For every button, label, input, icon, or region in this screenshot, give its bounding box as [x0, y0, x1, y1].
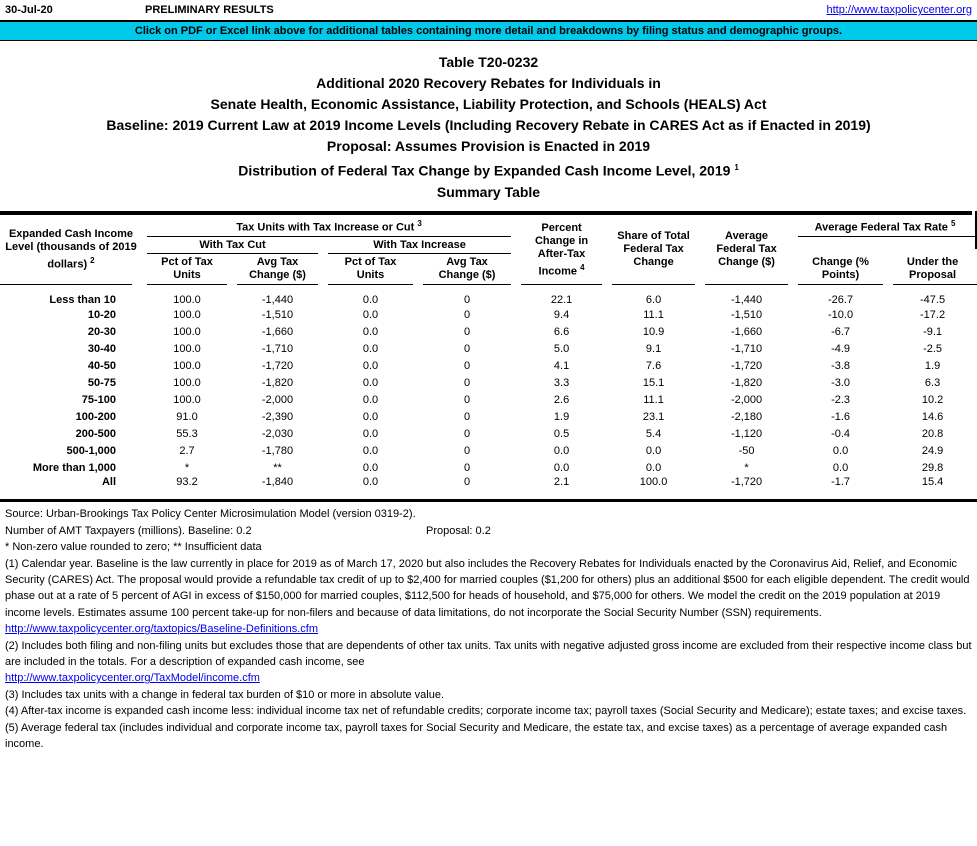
table-row [0, 459, 977, 476]
report-date: 30-Jul-20 [5, 4, 53, 16]
table-row [0, 323, 977, 340]
table-cell: 55.3 [176, 427, 198, 440]
table-cell: 2.6 [553, 393, 570, 406]
info-banner-text: Click on PDF or Excel link above for additional tables containing more detail and breakdowns by filing status and demographic groups. [134, 25, 843, 37]
table-cell: -6.7 [831, 325, 851, 338]
income-level-label: 100-200 [75, 410, 116, 423]
table-cell: 100.0 [639, 476, 668, 489]
table-cell: 0.0 [362, 359, 379, 372]
table-row [0, 425, 977, 442]
table-cell: 2.1 [553, 476, 570, 489]
col-header-pct-change-after-tax-income: Percent Change in After-Tax Income $^4$ [516, 215, 607, 286]
col-header-increase-avg-tax-change: Avg Tax Change ($) [418, 254, 516, 285]
table-row [0, 340, 977, 357]
table-row [0, 306, 977, 323]
table-cell: 0.0 [362, 393, 379, 406]
footnote-ref-2: 2 [90, 256, 95, 266]
table-cell: 7.6 [645, 359, 662, 372]
group-header-with-tax-increase: With Tax Increase [323, 237, 516, 254]
table-cell: 6.6 [553, 325, 570, 338]
table-cell: 1.9 [924, 359, 941, 372]
table-cell: 100.0 [173, 359, 201, 372]
group-header-tax-units: Tax Units with Tax Increase or Cut $^3$ [142, 215, 516, 238]
table-cell: -1,840 [261, 476, 294, 489]
proposal-line: Proposal: Assumes Provision is Enacted in 2019 [326, 138, 651, 154]
table-cell: 22.1 [550, 294, 573, 307]
table-cell: -1,710 [261, 342, 294, 355]
table-cell: -1,440 [730, 294, 763, 307]
table-body [0, 285, 977, 499]
table-cell: -1,780 [261, 444, 294, 457]
table-cell: 11.1 [643, 393, 664, 406]
amt-taxpayers-note [5, 523, 973, 539]
table-cell: 100.0 [173, 325, 201, 338]
table-cell: 0 [463, 376, 471, 389]
income-level-label: More than 1,000 [32, 461, 116, 474]
table-cell: -1,120 [730, 427, 763, 440]
table-cell: 0.0 [553, 444, 570, 457]
table-cell: 0.5 [553, 427, 570, 440]
info-banner [0, 20, 977, 41]
col-header-income-level: Expanded Cash Income Level (thousands of 2019 dollars) $^2$ [0, 215, 142, 286]
col-header-share-of-total: Share of Total Federal Tax Change [607, 215, 700, 286]
table-cell: * [744, 461, 749, 474]
table-cell: 0 [463, 461, 471, 474]
income-level-label: 500-1,000 [66, 444, 116, 457]
table-row [0, 285, 977, 306]
income-definition-link[interactable]: http://www.taxpolicycenter.org/TaxModel/income.cfm [5, 672, 260, 685]
table-cell: 0.0 [362, 444, 379, 457]
table-cell: 20.8 [921, 427, 944, 440]
top-bar [0, 0, 977, 20]
table-cell: -1,720 [730, 359, 763, 372]
footnote-ref-3: 3 [417, 218, 422, 228]
income-level-label: 40-50 [87, 359, 116, 372]
footnote-3: (3) Includes tax units with a change in federal tax burden of $10 or more in absolute value. [5, 688, 445, 701]
footnotes [0, 506, 977, 752]
table-cell: 15.4 [921, 476, 944, 489]
summary-table-label: Summary Table [436, 183, 541, 200]
table-cell: ** [273, 461, 282, 474]
footnote-2: (2) Includes both filing and non-filing units but excludes those that are dependents of other tax units. Tax units with negative adjusted gross income are excluded from their respective income class but are included in the totals. For a description of expanded cash income, see [5, 639, 972, 668]
income-level-label: 50-75 [87, 376, 116, 389]
table-cell: 0.0 [362, 294, 379, 307]
summary-table [0, 211, 977, 503]
footnote-1: (1) Calendar year. Baseline is the law currently in place for 2019 as of March 17, 2020 but also includes the Recovery Rebates for Individuals enacted by the Coronavirus Aid, Relief, and Economic Security (CARES) Act. The proposal would provide a refundable tax credit of up to $2,400 for married couples ($1,200 for others) plus an additional $500 for each eligible dependent. The credit would phase out at a rate of 5 percent of AGI in excess of $150,000 for married couples, $112,500 for heads of household, and $75,000 for others. We model the credit on the 2019 population at 2019 income levels. Estimates assume 100 percent take-up for non-filers and because of data limitations, do not incorporate the Social Security Number (SSN) requirements. [5, 557, 970, 619]
table-cell: 0 [463, 393, 471, 406]
table-cell: 0 [463, 427, 471, 440]
table-cell: * [184, 461, 190, 474]
table-cell: -4.9 [831, 342, 851, 355]
group-header-with-tax-cut: With Tax Cut [142, 237, 323, 254]
title-block [0, 52, 977, 203]
table-row [0, 357, 977, 374]
col-header-increase-pct-of-tax-units: Pct of Tax Units [323, 254, 418, 285]
source-note: Source: Urban-Brookings Tax Policy Center Microsimulation Model (version 0319-2). [5, 508, 416, 521]
table-cell: -1,510 [730, 308, 763, 321]
table-cell: 10.9 [642, 325, 665, 338]
income-level-label: Less than 10 [49, 294, 116, 307]
table-cell: -2.3 [831, 393, 851, 406]
table-cell: -1,720 [730, 476, 763, 489]
table-cell: 14.6 [921, 410, 944, 423]
table-cell: -17.2 [920, 308, 946, 321]
table-cell: 0.0 [362, 308, 379, 321]
col-header-under-the-proposal: Under the Proposal [888, 237, 977, 285]
income-level-label: All [101, 476, 116, 489]
col-header-change-pct-points: Change (% Points) [793, 237, 888, 285]
table-cell: 0.0 [553, 461, 570, 474]
table-header [0, 215, 977, 286]
table-cell: 23.1 [642, 410, 665, 423]
table-cell: -26.7 [828, 294, 854, 307]
table-cell: -1,710 [730, 342, 763, 355]
table-cell: 93.2 [176, 476, 198, 489]
table-cell: -2,390 [261, 410, 294, 423]
col-header-avg-federal-tax-change: Average Federal Tax Change ($) [700, 215, 793, 286]
table-bottom-rule [0, 499, 977, 502]
income-definition-link-wrap [5, 670, 973, 686]
table-cell: 9.1 [645, 342, 662, 355]
table-cell: 0.0 [832, 444, 849, 457]
table-row [0, 442, 977, 459]
baseline-line: Baseline: 2019 Current Law at 2019 Income Levels (Including Recovery Rebate in CARES Act as if Enacted in 2019) [106, 117, 871, 133]
table-cell: 0 [463, 294, 471, 307]
table-cell: 0 [463, 444, 471, 457]
table-cell: 5.0 [553, 342, 570, 355]
table-cell: 1.9 [553, 410, 570, 423]
table-row [0, 374, 977, 391]
baseline-definitions-link[interactable]: http://www.taxpolicycenter.org/taxtopics/Baseline-Definitions.cfm [5, 623, 319, 636]
table-cell: 11.1 [643, 308, 664, 321]
amt-proposal-value: Proposal: 0.2 [426, 524, 491, 537]
table-cell: -2,180 [730, 410, 763, 423]
table-cell: 91.0 [176, 410, 198, 423]
amt-baseline-value: Number of AMT Taxpayers (millions). Baseline: 0.2 [5, 524, 252, 537]
site-url-link[interactable]: http://www.taxpolicycenter.org [826, 4, 972, 16]
table-cell: -50 [738, 444, 755, 457]
table-cell: 0.0 [362, 427, 379, 440]
table-cell: 15.1 [642, 376, 665, 389]
table-cell: 0.0 [362, 476, 379, 489]
table-cell: 0.0 [362, 376, 379, 389]
table-cell: -3.8 [831, 359, 851, 372]
table-cell: 2.7 [179, 444, 195, 457]
title-line-2: Additional 2020 Recovery Rebates for Individuals in [316, 75, 661, 91]
income-level-label: 20-30 [87, 325, 116, 338]
preliminary-results-label: PRELIMINARY RESULTS [145, 4, 274, 16]
col-header-cut-avg-tax-change: Avg Tax Change ($) [232, 254, 323, 285]
table-cell: -0.4 [831, 427, 851, 440]
table-cell: 29.8 [921, 461, 944, 474]
table-row [0, 476, 977, 499]
title-line-3: Senate Health, Economic Assistance, Liability Protection, and Schools (HEALS) Act [210, 96, 767, 112]
table-cell: 100.0 [173, 393, 201, 406]
table-cell: -1,820 [730, 376, 763, 389]
table-cell: -2,000 [730, 393, 763, 406]
footnote-5: (5) Average federal tax (includes individual and corporate income tax, payroll taxes for Social Security and Medicare, the estate tax, and excise taxes) as a percentage of average expanded cash income. [5, 721, 948, 750]
table-cell: -1,440 [261, 294, 294, 307]
table-cell: 100.0 [173, 294, 201, 307]
table-cell: -1,820 [261, 376, 294, 389]
table-cell: 0 [463, 359, 471, 372]
table-cell: 24.9 [921, 444, 944, 457]
distribution-table [0, 215, 977, 500]
footnote-4: (4) After-tax income is expanded cash income less: individual income tax net of refundable credits; corporate income tax; payroll taxes (Social Security and Medicare); estate taxes; and excise taxes. [5, 705, 967, 718]
distribution-line: Distribution of Federal Tax Change by Expanded Cash Income Level, 2019 $^1$ [238, 162, 739, 179]
table-cell: 0.0 [362, 325, 379, 338]
table-cell: -1,510 [261, 308, 294, 321]
group-header-avg-federal-tax-rate: Average Federal Tax Rate $^5$ [793, 215, 977, 238]
table-cell: 6.0 [645, 294, 662, 307]
table-cell: 0 [463, 325, 471, 338]
table-cell: 0 [463, 410, 471, 423]
footnote-ref-5: 5 [951, 218, 956, 228]
table-cell: -10.0 [828, 308, 854, 321]
table-row [0, 391, 977, 408]
income-level-label: 10-20 [87, 308, 116, 321]
table-cell: 100.0 [173, 308, 201, 321]
table-number: Table T20-0232 [438, 54, 539, 70]
table-cell: 10.2 [921, 393, 944, 406]
table-cell: 9.4 [553, 308, 570, 321]
table-cell: -2,000 [261, 393, 294, 406]
table-cell: 0.0 [645, 444, 662, 457]
income-level-label: 75-100 [81, 393, 116, 406]
table-cell: -1,660 [261, 325, 294, 338]
table-cell: 0.0 [832, 461, 849, 474]
income-level-label: 200-500 [75, 427, 116, 440]
table-cell: 0 [463, 476, 471, 489]
table-cell: 100.0 [173, 376, 201, 389]
asterisk-note: * Non-zero value rounded to zero; ** Insufficient data [5, 541, 262, 554]
col-header-cut-pct-of-tax-units: Pct of Tax Units [142, 254, 232, 285]
table-cell: 0 [463, 308, 471, 321]
table-cell: -2,030 [261, 427, 294, 440]
table-cell: 100.0 [173, 342, 201, 355]
footnote-ref-4: 4 [580, 262, 585, 272]
table-cell: 0.0 [362, 342, 379, 355]
table-cell: 0.0 [362, 461, 379, 474]
table-row [0, 408, 977, 425]
table-cell: -3.0 [831, 376, 851, 389]
table-cell: 0 [463, 342, 471, 355]
baseline-definitions-link-wrap [5, 621, 973, 637]
table-cell: 6.3 [924, 376, 941, 389]
table-cell: -1,720 [261, 359, 294, 372]
table-cell: 4.1 [553, 359, 570, 372]
table-cell: -1,660 [730, 325, 763, 338]
table-cell: -47.5 [920, 294, 946, 307]
site-url-link-wrap [826, 4, 972, 16]
table-cell: 0.0 [645, 461, 662, 474]
table-cell: 5.4 [645, 427, 662, 440]
table-cell: -9.1 [923, 325, 943, 338]
table-cell: 3.3 [553, 376, 570, 389]
footnote-ref-1: 1 [734, 163, 739, 172]
table-cell: -1.6 [831, 410, 851, 423]
table-cell: -2.5 [923, 342, 943, 355]
table-cell: -1.7 [831, 476, 851, 489]
income-level-label: 30-40 [87, 342, 116, 355]
table-cell: 0.0 [362, 410, 379, 423]
